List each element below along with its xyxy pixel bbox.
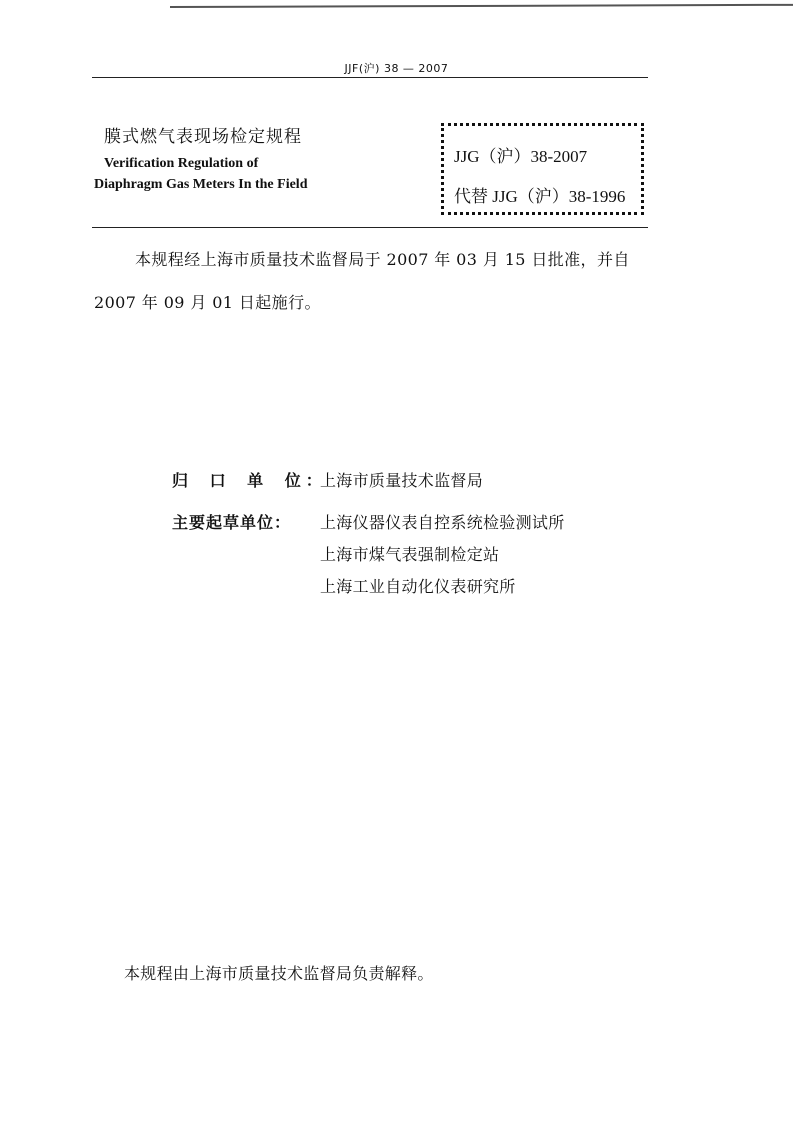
title-chinese: 膜式燃气表现场检定规程 [104, 127, 302, 147]
responsible-unit-value: 上海市质量技术监督局 [320, 471, 484, 490]
approval-text-line2: 2007 年 09 月 01 日起施行。 [94, 293, 321, 312]
replaces-code: 代替 JJG（沪）38-1996 [454, 187, 626, 206]
running-header: JJF(沪) 38 — 2007 [344, 62, 449, 75]
scan-artifact-line [170, 4, 793, 8]
title-english-line2: Diaphragm Gas Meters In the Field [94, 177, 308, 192]
approval-text-line1: 本规程经上海市质量技术监督局于 2007 年 03 月 15 日批准，并自 [135, 250, 630, 269]
drafting-unit: 上海仪器仪表自控系统检验测试所 [320, 513, 565, 532]
responsible-unit-label: 归 口 单 位： [172, 471, 327, 490]
regulation-code: JJG（沪）38-2007 [454, 147, 588, 166]
drafting-units-label: 主要起草单位： [172, 513, 292, 532]
drafting-unit: 上海工业自动化仪表研究所 [320, 577, 516, 596]
header-rule [92, 77, 648, 78]
title-rule [92, 227, 648, 228]
title-english-line1: Verification Regulation of [104, 156, 259, 171]
drafting-unit: 上海市煤气表强制检定站 [320, 545, 500, 564]
interpretation-note: 本规程由上海市质量技术监督局负责解释。 [124, 964, 434, 983]
